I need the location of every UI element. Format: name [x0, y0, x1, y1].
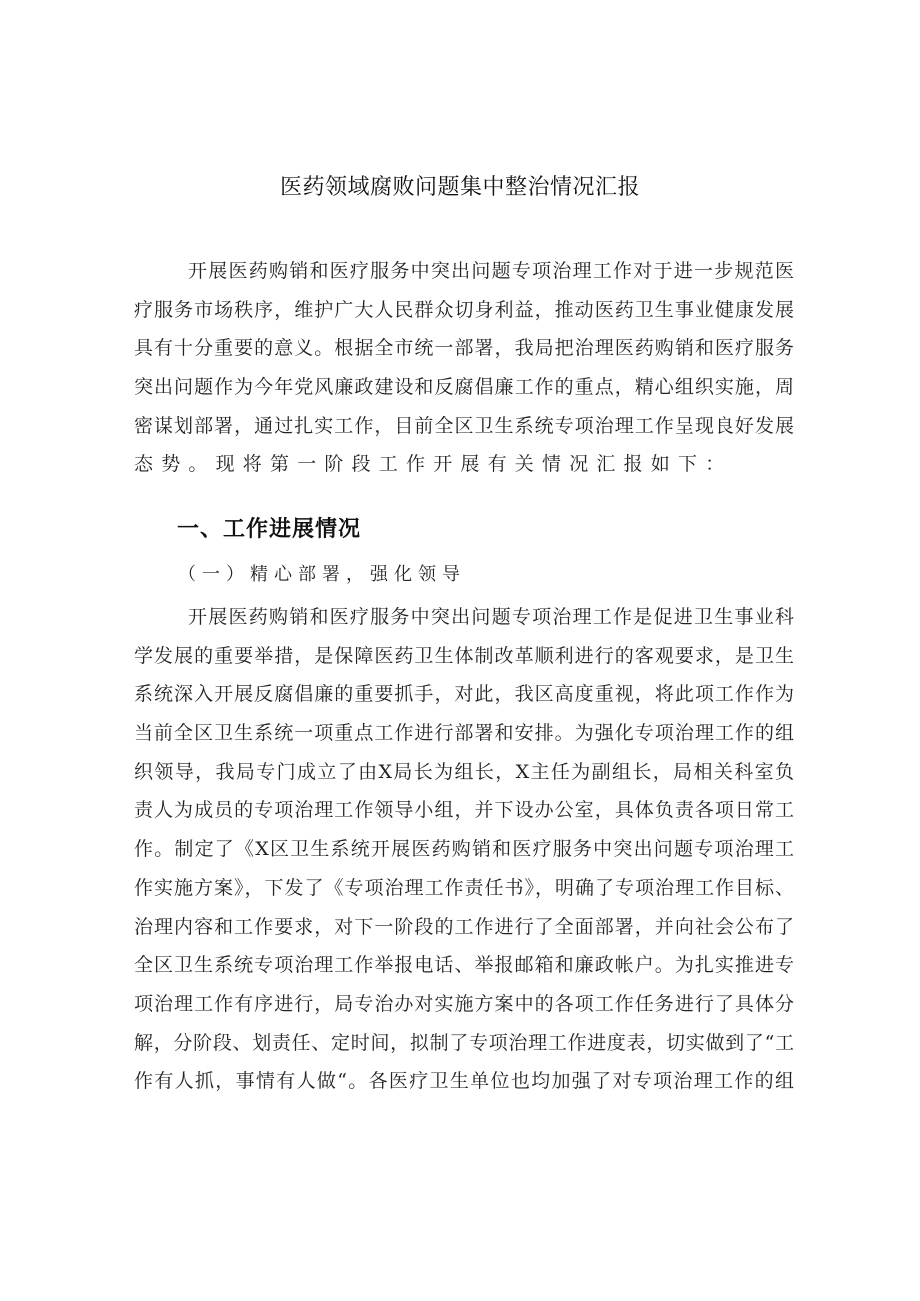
paragraph-line: 开展医药购销和医疗服务中突出问题专项治理工作是促进卫生事业科: [188, 606, 794, 628]
paragraph-line: 具有十分重要的意义。根据全市统一部署，我局把治理医药购销和医疗服务: [134, 337, 794, 360]
paragraph-line: 解，分阶段、划责任、定时间，拟制了专项治理工作进度表，切实做到了“工: [134, 1031, 794, 1054]
paragraph-line: 态势。现将第一阶段工作开展有关情况汇报如下：: [134, 453, 733, 476]
subsection-heading: （一）精心部署，强化领导: [178, 564, 466, 585]
paragraph-line: 作有人抓，事情有人做“。各医疗卫生单位也均加强了对专项治理工作的组: [134, 1070, 794, 1093]
paragraph-line: 学发展的重要举措，是保障医药卫生体制改革顺利进行的客观要求，是卫生: [134, 644, 794, 667]
paragraph-line: 突出问题作为今年党风廉政建设和反腐倡廉工作的重点，精心组织实施，周: [134, 376, 794, 399]
paragraph-line: 治理内容和工作要求，对下一阶段的工作进行了全面部署，并向社会公布了: [134, 915, 794, 938]
intro-paragraph: [134, 252, 794, 484]
paragraph-line: 当前全区卫生系统一项重点工作进行部署和安排。为强化专项治理工作的组: [134, 722, 794, 745]
paragraph-line: 开展医药购销和医疗服务中突出问题专项治理工作对于进一步规范医: [188, 260, 794, 282]
paragraph-line: 全区卫生系统专项治理工作举报电话、举报邮箱和廉政帐户。为扎实推进专: [134, 954, 794, 977]
paragraph-line: 责人为成员的专项治理工作领导小组，并下设办公室，具体负责各项日常工: [134, 799, 794, 822]
paragraph-line: 作。制定了《X区卫生系统开展医药购销和医疗服务中突出问题专项治理工: [134, 838, 794, 861]
paragraph-line: 系统深入开展反腐倡廉的重要抓手，对此，我区高度重视，将此项工作作为: [134, 683, 794, 706]
paragraph-line: 织领导，我局专门成立了由X局长为组长，X主任为副组长，局相关科室负: [134, 760, 794, 783]
paragraph-line: 密谋划部署，通过扎实工作，目前全区卫生系统专项治理工作呈现良好发展: [134, 414, 794, 437]
paragraph-line: 作实施方案》，下发了《专项治理工作责任书》，明确了专项治理工作目标、: [134, 876, 794, 899]
paragraph-line: 项治理工作有序进行，局专治办对实施方案中的各项工作任务进行了具体分: [134, 992, 794, 1015]
paragraph-line: 疗服务市场秩序，维护广大人民群众切身利益，推动医药卫生事业健康发展: [134, 298, 794, 321]
subsection-paragraph: [134, 598, 794, 1101]
section-heading: 一、工作进展情况: [177, 517, 362, 542]
document-title: 医药领域腐败问题集中整治情况汇报: [279, 175, 640, 200]
